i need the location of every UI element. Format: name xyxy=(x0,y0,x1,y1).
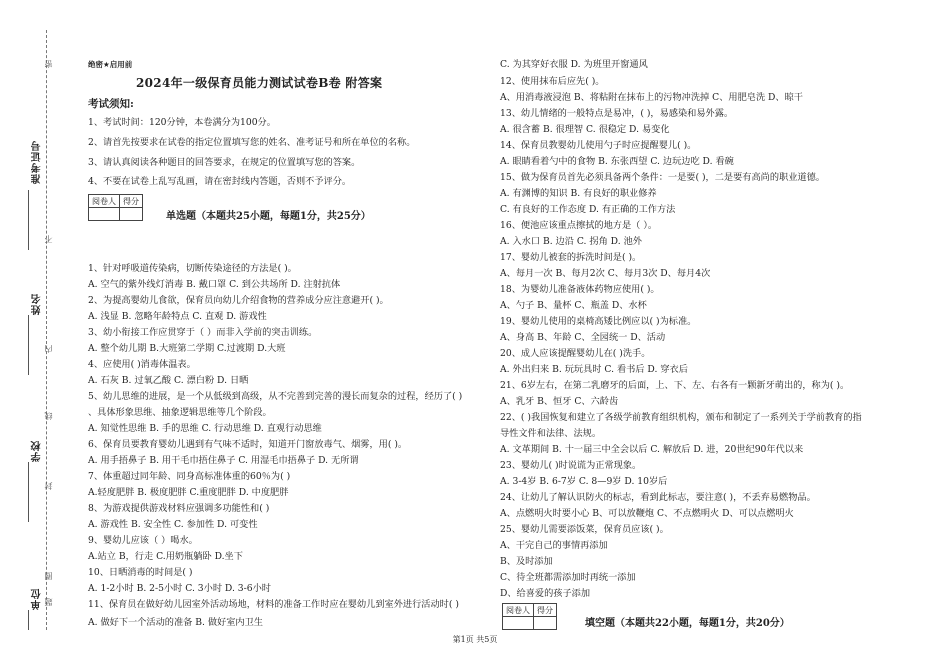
seal-hint: 密 xyxy=(44,60,53,68)
question-line: 7、体重超过同年龄、同身高标准体重的60％为( ) xyxy=(88,471,291,482)
grader-cell[interactable] xyxy=(89,208,120,221)
question-line: 8、为游戏提供游戏材料应强调多功能性和( ) xyxy=(88,503,270,514)
question-line: 13、幼儿情绪的一般特点是易冲，( )，易感染和易外露。 xyxy=(500,108,734,119)
question-line: 16、便池应该重点擦拭的地方是（ ）。 xyxy=(500,220,658,231)
question-line: A. 文革期间 B. 十一届三中全会以后 C. 解放后 D. 进，20世纪90年代以来 xyxy=(500,444,804,455)
name-field[interactable] xyxy=(28,315,29,375)
question-line: C. 为其穿好衣服 D. 为班里开窗通风 xyxy=(500,59,648,70)
notice-item: 3、请认真阅读各种题目的回答要求，在规定的位置填写您的答案。 xyxy=(88,157,361,168)
question-line: A、干完自己的事情再添加 xyxy=(500,540,608,551)
notice-item: 1、考试时间：120分钟，本卷满分为100分。 xyxy=(88,117,276,128)
question-line: A、点燃明火时要小心 B、可以放鞭炮 C、不点燃明火 D、可以点燃明火 xyxy=(500,508,794,519)
seal-hint: 题 xyxy=(44,598,53,606)
question-line: 11、保育员在做好幼儿园室外活动场地，材料的准备工作时应在婴幼儿到室外进行活动时( ) xyxy=(88,599,459,610)
question-line: A、每月一次 B、每月2次 C、每月3次 D、每月4次 xyxy=(500,268,711,279)
binding-margin xyxy=(0,0,75,671)
question-line: 23、婴幼儿( )时说谎为正常现象。 xyxy=(500,460,642,471)
question-line: A、乳牙 B、恒牙 C、六龄齿 xyxy=(500,396,619,407)
question-line: 导性文件和法律、法规。 xyxy=(500,428,602,439)
question-line: A. 用手捂鼻子 B. 用干毛巾捂住鼻子 C. 用湿毛巾捂鼻子 D. 无所谓 xyxy=(88,455,359,466)
grader-label: 阅卷人 xyxy=(503,604,534,617)
score-label: 得分 xyxy=(120,195,143,208)
question-line: 9、婴幼儿应该（ ）喝水。 xyxy=(88,535,198,546)
question-line: A. 入水口 B. 边沿 C. 拐角 D. 池外 xyxy=(500,236,642,247)
question-line: 12、使用抹布后应先( )。 xyxy=(500,76,605,87)
question-line: A、勺子 B、量杯 C、瓶盖 D、水杯 xyxy=(500,300,647,311)
score-cell[interactable] xyxy=(534,617,557,630)
score-table xyxy=(502,603,557,630)
question-line: A、用消毒液浸泡 B、将粘附在抹布上的污物冲洗掉 C、用肥皂洗 D、晾干 xyxy=(500,92,803,103)
question-line: 、具体形象思维、抽象逻辑思维等几个阶段。 xyxy=(88,407,272,418)
seal-hint: 内 xyxy=(44,345,53,353)
score-label: 得分 xyxy=(534,604,557,617)
seal-line xyxy=(46,30,47,630)
binding-label-school: 学校 xyxy=(32,440,43,462)
exam-number-field[interactable] xyxy=(28,190,29,250)
question-line: 18、为婴幼儿准备液体药物应使用( )。 xyxy=(500,284,660,295)
question-line: 4、应使用( )消毒体温表。 xyxy=(88,359,196,370)
confidential-mark: 绝密★启用前 xyxy=(88,60,133,69)
unit-field[interactable] xyxy=(28,610,29,630)
notice-item: 4、不要在试卷上乱写乱画，请在密封线内答题，否则不予评分。 xyxy=(88,176,352,187)
question-line: A. 石灰 B. 过氧乙酸 C. 漂白粉 D. 日晒 xyxy=(88,375,249,386)
binding-label-name: 姓名 xyxy=(32,293,43,315)
question-line: 22、( )我国恢复和建立了各级学前教育组织机构，颁布和制定了一系列关于学前教育的指 xyxy=(500,412,862,423)
question-line: 3、幼小衔接工作应贯穿于（ ）而非入学前的突击训练。 xyxy=(88,327,318,338)
seal-hint: 线 xyxy=(44,412,53,420)
question-line: 20、成人应该提醒婴幼儿在( )洗手。 xyxy=(500,348,651,359)
question-line: 6、保育员要教育婴幼儿遇到有气味不适时，知道开门窗放毒气、烟雾，用( )。 xyxy=(88,439,408,450)
question-line: A. 眼睛看着勺中的食物 B. 东张西望 C. 边玩边吃 D. 看碗 xyxy=(500,156,734,167)
page-footer: 第1页 共5页 xyxy=(452,635,498,644)
school-field[interactable] xyxy=(28,462,29,522)
question-line: A.站立 B，行走 C.用奶瓶躺卧 D.坐下 xyxy=(88,551,243,562)
section-title-fill-in: 填空题（本题共22小题，每题1分，共20分） xyxy=(585,618,790,629)
notice-heading: 考试须知: xyxy=(88,98,134,110)
grader-cell[interactable] xyxy=(503,617,534,630)
exam-title: 2024年一级保育员能力测试试卷B卷 附答案 xyxy=(136,76,383,90)
question-line: 1、针对呼吸道传染病，切断传染途径的方法是( )。 xyxy=(88,263,297,274)
question-line: A. 3-4岁 B. 6-7岁 C. 8—9岁 D. 10岁后 xyxy=(500,476,668,487)
binding-label-unit: 单位 xyxy=(32,588,43,610)
notice-item: 2、请首先按要求在试卷的指定位置填写您的姓名、准考证号和所在单位的名称。 xyxy=(88,137,416,148)
binding-label-exam-number: 准考证号 xyxy=(32,140,43,184)
question-line: C. 有良好的工作态度 D. 有正确的工作方法 xyxy=(500,204,676,215)
question-line: A. 有渊博的知识 B. 有良好的职业修养 xyxy=(500,188,657,199)
question-line: A、身高 B、年龄 C、全园统一 D、活动 xyxy=(500,332,666,343)
seal-hint: 圈 xyxy=(44,572,53,580)
question-line: A. 外出归来 B. 玩玩具时 C. 看书后 D. 穿衣后 xyxy=(500,364,688,375)
question-line: 10、日晒消毒的时间是( ) xyxy=(88,567,193,578)
question-line: A. 1-2小时 B. 2-5小时 C. 3小时 D. 3-6小时 xyxy=(88,583,271,594)
question-line: A. 很含蓄 B. 很理智 C. 很稳定 D. 易变化 xyxy=(500,124,670,135)
section-title-single-choice: 单选题（本题共25小题，每题1分，共25分） xyxy=(166,211,371,222)
question-line: A. 做好下一个活动的准备 B. 做好室内卫生 xyxy=(88,617,263,628)
question-line: A. 浅显 B. 忽略年龄特点 C. 直观 D. 游戏性 xyxy=(88,311,267,322)
question-line: A. 空气的紫外线灯消毒 B. 戴口罩 C. 到公共场所 D. 注射抗体 xyxy=(88,279,341,290)
question-line: 19、婴幼儿使用的桌椅高矮比例应以( )为标准。 xyxy=(500,316,697,327)
question-line: 25、婴幼儿需要添饭菜，保育员应该( )。 xyxy=(500,524,669,535)
seal-hint: 不 xyxy=(44,235,53,243)
question-line: A. 游戏性 B. 安全性 C. 参加性 D. 可变性 xyxy=(88,519,258,530)
question-line: 15、做为保育员首先必须具备两个条件：一是要( )，二是要有高尚的职业道德。 xyxy=(500,172,825,183)
question-line: C、待全班都需添加时再统一添加 xyxy=(500,572,636,583)
question-line: 14、保育员教婴幼儿使用勺子时应提醒婴儿( )。 xyxy=(500,140,697,151)
question-line: A.轻度肥胖 B. 极度肥胖 C.重度肥胖 D. 中度肥胖 xyxy=(88,487,289,498)
question-line: A. 知觉性思维 B. 手的思维 C. 行动思维 D. 直观行动思维 xyxy=(88,423,322,434)
score-table xyxy=(88,194,143,221)
question-line: 17、婴幼儿被套的拆洗时间是( )。 xyxy=(500,252,642,263)
question-line: D、给喜爱的孩子添加 xyxy=(500,588,591,599)
question-line: A. 整个幼儿期 B.大班第二学期 C.过渡期 D.大班 xyxy=(88,343,286,354)
seal-hint: 封 xyxy=(44,482,53,490)
grader-label: 阅卷人 xyxy=(89,195,120,208)
question-line: 24、让幼儿了解认识防火的标志，看到此标志，要注意( )，不丢弃易燃物品。 xyxy=(500,492,816,503)
question-line: 2、为提高婴幼儿食欲，保育员向幼儿介绍食物的营养成分应注意避开( )。 xyxy=(88,295,389,306)
question-line: 5、幼儿思维的进展，是一个从低级到高级，从不完善到完善的漫长而复杂的过程，经历了( ) xyxy=(88,391,463,402)
question-line: 21、6岁左右，在第二乳磨牙的后面，上、下、左、右各有一颗新牙萌出的，称为( )。 xyxy=(500,380,850,391)
score-cell[interactable] xyxy=(120,208,143,221)
question-line: B、及时添加 xyxy=(500,556,553,567)
